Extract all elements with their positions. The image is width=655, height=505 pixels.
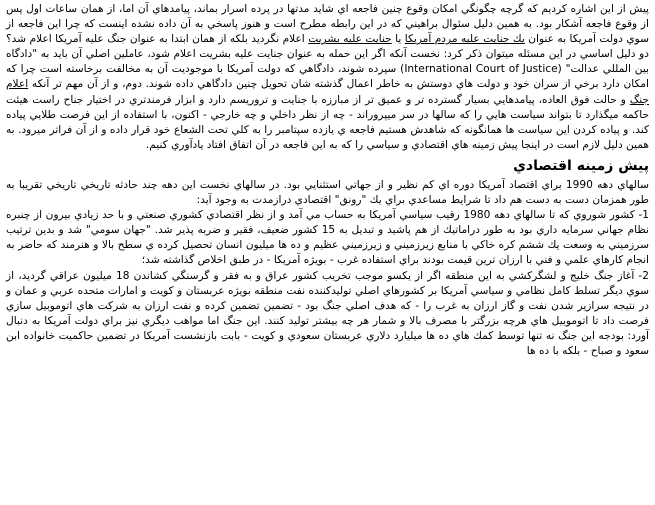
list-item-soviet-collapse: 1- كشور شوروي كه تا سالهاي دهه 1980 رقيب سياسي آمريكا به حساب مي آمد و از نظر اقتصادي كشوري صنعتي و با حد زيادي بيرون از چنبره نظام جهاني سرمايه داري بود به طور دراماتيك از هم پاشيد و تبديل به 15 كشور ضعيف، فقير و ضربه پذير شد. "جهان سومي" شد و بدين ترتيب سرزميني به وسعت يك ششم كره خاكي با منابع زيرزميني و زيرزميني عظيم و ده ها ميليون انسان تحصيل كرده ي سطح بالا و هنرمند كه حاضر به انجام كارهاي علمي و فني با ارزان ترين قيمت بودند براي استفاده غرب - بويژه آمريكا - در طبق اخلاص گذاشته شد؛ — [6, 209, 649, 267]
intro-text-c: اعلام نگرديد بلكه از همان ابتدا به عنوان جنگ عليه آمريكا اعلام شد؟ دو دليل اساسي در اين مسئله ميتوان ذكر كرد: نخست آنكه اگر اين حمله به عنوان جنايت عليه بشريت اعلام شود، عاملين اصلي آن بايد به "دادگاه بين المللي عدالت" (International Court of Justice) سپرده شوند، دادگاهي كه دولت آمريكا با موجوديت آن به مخالفت برخاسته است چرا كه امكان دارد برخي از سران خود و دولت هاي دوستش به خاطر اعمال گذشته شان تحويل چنين دادگاهي داده شوند. دوم، و از آن مهم تر آنكه — [6, 33, 649, 91]
section-heading-economic-background: پيش زمينه اقتصادي — [513, 157, 649, 174]
intro-text-b: يا — [391, 33, 405, 46]
paragraph-1990s: سالهاي دهه 1990 براي اقتصاد آمريكا دوره اي كم نظير و از جهاتي استثنايي بود. در سالهاي نخست اين دهه چند حادثه تاريخي تاريخي تقريبا به طور همزمان دست به دست هم داد تا شرايط مساعدي براي يك "رونق" اقتصادي درازمدت به وجود آيد: — [6, 178, 649, 207]
underlined-phrase-declaration-of-war: اعلام جنگ — [6, 78, 649, 106]
list-item-gulf-war: 2- آغاز جنگ خليج و لشگركشي به اين منطقه اگر از يكسو موجب تخريب كشور عراق و به فقر و گرسنگي كشاندن 18 ميليون عراقي گرديد، از سوي ديگر تسلط كامل نظامي و سياسي آمريكا بر كشورهاي اصلي توليدكننده نفت منطقه بويژه عربستان و كويت و امارات متحده عربي و عمان و در نتيجه سرازير شدن نفت و گاز ارزان به غرب را - كه هدف اصلي جنگ بود - تضمين تضمين كرده و نفت ارزان به شركت هاي اتوموبيل سازي فرصت داد تا اتوموبيل هاي هرچه بزرگتر با مصرف بالا و شمار هر چه بيشتر توليد كنند. اين جنگ اما مواهب ديگري نيز براي دولت آمريكا به دنبال آورد: بودجه اين جنگ نه تنها توسط كمك هاي ده ها ميليارد دلاري عربستان سعودي و كويت - بابت بازنشست آمريكا در تضمين حاكميت خانواده ابن سعود و صباح - بلكه با ده ها — [6, 269, 649, 357]
intro-text-d: و حالت فوق العاده، پيامدهايي بسيار گسترده تر و عميق تر از مبارزه با جنايت و تروريسم دارد و ابزار فرمندتري در اختيار جناح راست هيئت حاكمه ميگذارد تا بتواند سياست هايي را كه سالها در سر ميپروراند - چه از نظر داخلي و چه خارجي - اكنون، با استفاده از اين فرصت طلايي پياده كند. و پياده كردن اين سياست ها همانگونه كه شاهدش هستيم فاجعه ي يازده سپتامبر را به كلي تحت الشعاع خود قرار داده و از آن فراتر ميرود. به همين دليل لازم است در اينجا پيش زمينه هاي اقتصادي و سياسي را كه به اين فاجعه در آن اتفاق افتاد يادآوري كنيم. — [6, 93, 649, 151]
underlined-phrase-crime-against-us-people: يك جنايت عليه مردم آمريكا — [404, 33, 525, 46]
paragraph-intro — [6, 2, 649, 153]
intro-text-a: پيش از اين اشاره كرديم كه گرچه چگونگي امكان وقوع چنين فاجعه اي شايد مدتها در پرده اسرار بماند، پيامدهاي آن اما، از همان ساعات اول پس از وقوع فاجعه آشكار بود. به همين دليل سئوال براهيني كه در اين رابطه مطرح است و هنوز پاسخي به آن داده نشده اينست كه چرا اين فاجعه از سوي دولت آمريكا به عنوان — [6, 3, 649, 46]
underlined-phrase-crime-against-humanity: جنايت عليه بشريت — [308, 33, 392, 46]
